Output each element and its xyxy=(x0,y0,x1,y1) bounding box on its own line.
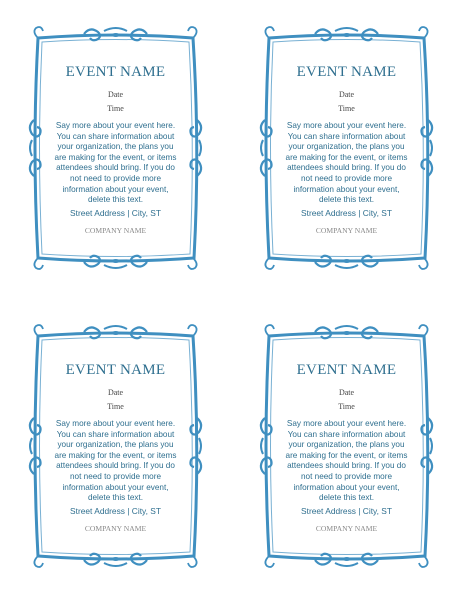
event-card-2 xyxy=(255,22,438,274)
event-time[interactable]: Time xyxy=(338,104,355,113)
event-title[interactable]: EVENT NAME xyxy=(65,362,166,378)
event-date[interactable]: Date xyxy=(107,388,124,397)
event-address[interactable]: Street Address | City, ST xyxy=(301,506,392,516)
event-title[interactable]: EVENT NAME xyxy=(296,362,397,378)
event-description[interactable]: Say more about your event here. You can share information about your organization, the plans you are making for the event, or items attendees should bring. If you do not need to provide more information about your event, delete this text. xyxy=(54,419,177,503)
event-address[interactable]: Street Address | City, ST xyxy=(70,506,161,516)
event-address[interactable]: Street Address | City, ST xyxy=(70,208,161,218)
company-name[interactable]: COMPANY NAME xyxy=(315,226,378,235)
event-date[interactable]: Date xyxy=(338,90,355,99)
company-name[interactable]: COMPANY NAME xyxy=(315,524,378,533)
event-title[interactable]: EVENT NAME xyxy=(65,64,166,80)
event-description[interactable]: Say more about your event here. You can share information about your organization, the plans you are making for the event, or items attendees should bring. If you do not need to provide more information about your event, delete this text. xyxy=(285,121,408,205)
event-time[interactable]: Time xyxy=(107,402,124,411)
event-card-4 xyxy=(255,320,438,572)
event-time[interactable]: Time xyxy=(107,104,124,113)
company-name[interactable]: COMPANY NAME xyxy=(84,226,147,235)
event-card-1 xyxy=(24,22,207,274)
event-time[interactable]: Time xyxy=(338,402,355,411)
event-date[interactable]: Date xyxy=(338,388,355,397)
event-date[interactable]: Date xyxy=(107,90,124,99)
event-description[interactable]: Say more about your event here. You can share information about your organization, the plans you are making for the event, or items attendees should bring. If you do not need to provide more information about your event, delete this text. xyxy=(54,121,177,205)
event-address[interactable]: Street Address | City, ST xyxy=(301,208,392,218)
event-title[interactable]: EVENT NAME xyxy=(296,64,397,80)
event-description[interactable]: Say more about your event here. You can share information about your organization, the plans you are making for the event, or items attendees should bring. If you do not need to provide more information about your event, delete this text. xyxy=(285,419,408,503)
company-name[interactable]: COMPANY NAME xyxy=(84,524,147,533)
event-card-3 xyxy=(24,320,207,572)
